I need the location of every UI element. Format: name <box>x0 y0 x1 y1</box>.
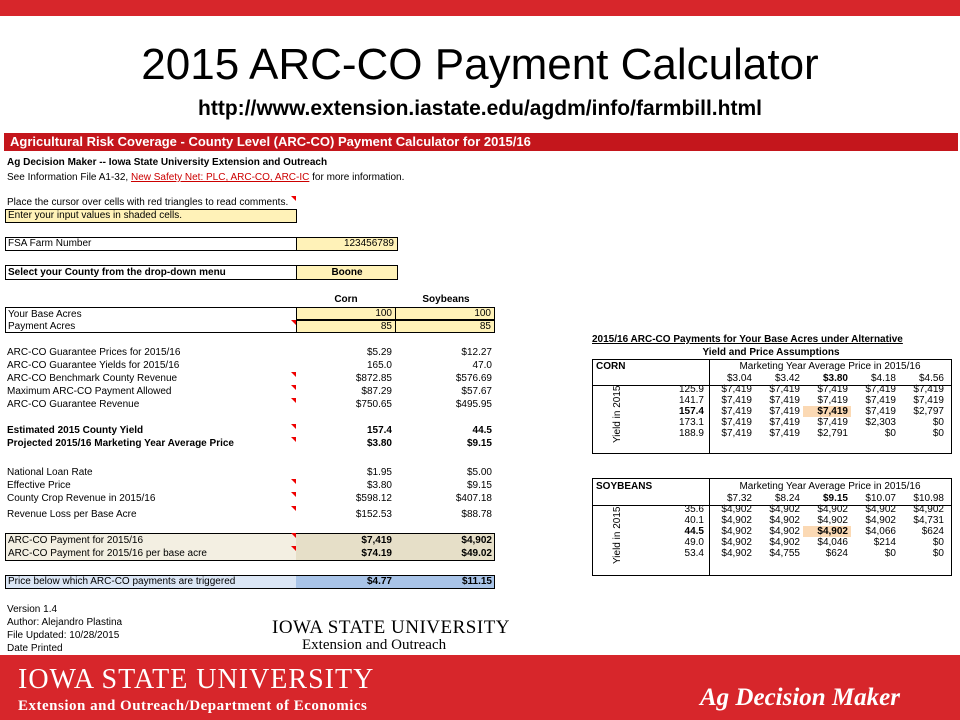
info-line <box>7 172 404 184</box>
value-cell: $4,066 <box>865 526 896 537</box>
sheet-isu-logo: IOWA STATE UNIVERSITY <box>272 617 511 638</box>
base-acres-corn-input[interactable] <box>296 307 396 320</box>
price-cell: $4.56 <box>918 373 944 384</box>
row-soy: $576.69 <box>455 373 492 384</box>
row-soy: $57.67 <box>461 386 492 397</box>
comment-triangle[interactable] <box>291 196 296 201</box>
base-acres-corn: 100 <box>375 308 392 319</box>
acres-label-box <box>5 307 297 333</box>
yield-cell: 141.7 <box>678 395 704 406</box>
info-post: for more information. <box>312 172 405 183</box>
row-label: County Crop Revenue in 2015/16 <box>7 493 156 504</box>
value-cell: $7,419 <box>721 406 752 417</box>
sheet-org: Ag Decision Maker -- Iowa State University Extension and Outreach <box>7 157 328 168</box>
farm-label: FSA Farm Number <box>8 238 92 249</box>
comment-triangle[interactable] <box>291 320 296 325</box>
price-cell: $4.18 <box>870 373 896 384</box>
value-cell: $0 <box>884 548 896 559</box>
value-cell: $4,902 <box>769 537 800 548</box>
corn-alt-grid <box>649 373 947 439</box>
value-cell-highlight: $4,902 <box>803 526 851 537</box>
county-select[interactable] <box>296 265 398 280</box>
row-label: ARC-CO Guarantee Yields for 2015/16 <box>7 360 180 371</box>
row-label: ARC-CO Guarantee Revenue <box>7 399 140 410</box>
trigger-soy: $11.15 <box>461 576 492 587</box>
price-row <box>649 493 947 504</box>
row-soy: 47.0 <box>472 360 492 371</box>
payment-base-label: ARC-CO Payment for 2015/16 per base acre <box>8 548 207 559</box>
comment-triangle[interactable] <box>291 385 296 390</box>
info-pre: See Information File A1-32, <box>7 172 129 183</box>
comment-triangle[interactable] <box>291 372 296 377</box>
value-cell: $7,419 <box>769 428 800 439</box>
table-row <box>649 515 947 526</box>
row-corn: $1.95 <box>366 467 392 478</box>
value-cell: $4,902 <box>769 504 800 515</box>
farm-label-box <box>5 237 297 251</box>
value-cell: $7,419 <box>817 395 848 406</box>
row-label: ARC-CO Benchmark County Revenue <box>7 373 178 384</box>
row-corn: $5.29 <box>366 347 392 358</box>
row-corn: $598.12 <box>355 493 392 504</box>
value-cell: $0 <box>884 428 896 439</box>
slide-url[interactable]: http://www.extension.iastate.edu/agdm/info/farmbill.html <box>198 97 762 120</box>
yield-cell: 49.0 <box>684 537 704 548</box>
price-cell: $10.98 <box>913 493 944 504</box>
row-corn: $3.80 <box>366 480 392 491</box>
yield-cell: 40.1 <box>684 515 704 526</box>
table-row <box>649 417 947 428</box>
base-acres-soy-input[interactable] <box>395 307 495 320</box>
row-soy: $407.18 <box>455 493 492 504</box>
payment-acres-soy-input[interactable] <box>395 320 495 333</box>
info-link[interactable]: New Safety Net: PLC, ARC-CO, ARC-IC <box>130 172 310 183</box>
row-label: Effective Price <box>7 480 71 491</box>
value-cell: $4,731 <box>913 515 944 526</box>
payment-soy: $4,902 <box>461 535 492 546</box>
value-cell: $7,419 <box>865 406 896 417</box>
base-acres-soy: 100 <box>474 308 491 319</box>
value-cell: $7,419 <box>721 417 752 428</box>
row-label: Estimated 2015 County Yield <box>7 425 144 436</box>
price-cell: $10.07 <box>865 493 896 504</box>
corn-yield-label: Yield in 2015 <box>612 385 623 443</box>
row-corn: 165.0 <box>366 360 392 371</box>
footer-isu-logo: IOWA STATE UNIVERSITY <box>18 664 375 695</box>
value-cell: $7,419 <box>769 417 800 428</box>
trigger-box <box>5 575 495 589</box>
value-cell: $7,419 <box>721 395 752 406</box>
soy-alt-table <box>592 478 952 576</box>
row-soy: $88.78 <box>461 509 492 520</box>
row-soy: $9.15 <box>466 438 492 449</box>
value-cell: $4,755 <box>769 548 800 559</box>
sheet-header: Agricultural Risk Coverage - County Level (ARC-CO) Payment Calculator for 2015/16 <box>4 133 958 151</box>
value-cell: $4,902 <box>817 515 848 526</box>
value-cell: $7,419 <box>769 406 800 417</box>
payment-acres-label: Payment Acres <box>8 321 76 332</box>
value-cell: $7,419 <box>721 428 752 439</box>
row-corn: $3.80 <box>366 438 392 449</box>
row-corn: $750.65 <box>355 399 392 410</box>
soy-alt-grid <box>649 493 947 559</box>
payment-result-box <box>5 533 495 561</box>
version: Version 1.4 <box>7 604 58 615</box>
yield-cell: 53.4 <box>684 548 704 559</box>
value-cell: $4,902 <box>721 548 752 559</box>
county-value: Boone <box>331 267 363 278</box>
value-cell: $0 <box>932 428 944 439</box>
payment-acres-corn-input[interactable] <box>296 320 396 333</box>
row-soy: $9.15 <box>466 480 492 491</box>
value-cell: $4,902 <box>769 526 800 537</box>
payment-acres-corn: 85 <box>380 321 392 332</box>
date-printed: Date Printed <box>7 643 63 654</box>
row-corn: $872.85 <box>355 373 392 384</box>
table-row <box>649 384 947 395</box>
value-cell: $4,046 <box>817 537 848 548</box>
author: Author: Alejandro Plastina <box>7 617 123 628</box>
alt-title-2: Yield and Price Assumptions <box>702 347 840 358</box>
yield-cell: 157.4 <box>678 406 704 417</box>
yield-cell: 188.9 <box>678 428 704 439</box>
value-cell: $7,419 <box>817 417 848 428</box>
value-cell: $2,797 <box>913 406 944 417</box>
row-label: Revenue Loss per Base Acre <box>7 509 137 520</box>
row-label: Maximum ARC-CO Payment Allowed <box>7 386 172 397</box>
farm-number-input[interactable] <box>296 237 398 251</box>
price-cell: $3.04 <box>726 373 752 384</box>
value-cell: $624 <box>825 548 848 559</box>
row-corn: $152.53 <box>355 509 392 520</box>
value-cell: $0 <box>932 417 944 428</box>
value-cell: $214 <box>873 537 896 548</box>
comment-triangle[interactable] <box>291 437 296 442</box>
comment-triangle[interactable] <box>291 533 296 538</box>
value-cell: $4,902 <box>721 526 752 537</box>
value-cell: $2,791 <box>817 428 848 439</box>
row-label: National Loan Rate <box>7 467 93 478</box>
value-cell: $7,419 <box>865 384 896 395</box>
value-cell: $624 <box>921 526 944 537</box>
cursor-note: Place the cursor over cells with red triangles to read comments. <box>7 197 289 208</box>
table-row <box>649 428 947 439</box>
value-cell: $7,419 <box>769 384 800 395</box>
value-cell: $4,902 <box>913 504 944 515</box>
value-cell-highlight: $7,419 <box>803 406 851 417</box>
value-cell: $4,902 <box>721 537 752 548</box>
value-cell: $7,419 <box>913 384 944 395</box>
value-cell: $7,419 <box>865 395 896 406</box>
price-cell: $8.24 <box>774 493 800 504</box>
value-cell: $7,419 <box>817 384 848 395</box>
value-cell: $4,902 <box>817 504 848 515</box>
payment-base-soy: $49.02 <box>461 548 492 559</box>
row-soy: $5.00 <box>466 467 492 478</box>
col-soy: Soybeans <box>422 294 470 305</box>
price-cell: $3.80 <box>822 373 848 384</box>
price-row <box>649 373 947 384</box>
trigger-corn: $4.77 <box>366 576 392 587</box>
payment-label: ARC-CO Payment for 2015/16 <box>8 535 144 546</box>
yield-cell: 173.1 <box>678 417 704 428</box>
row-soy: 44.5 <box>472 425 492 436</box>
value-cell: $4,902 <box>721 515 752 526</box>
yield-cell: 125.9 <box>678 384 704 395</box>
corn-label: CORN <box>596 361 626 372</box>
alt-title-1: 2015/16 ARC-CO Payments for Your Base Acres under Alternative <box>592 334 903 345</box>
updated: File Updated: 10/28/2015 <box>7 630 120 641</box>
row-soy: $12.27 <box>461 347 492 358</box>
slide-title: 2015 ARC-CO Payment Calculator <box>141 40 819 89</box>
value-cell: $0 <box>932 548 944 559</box>
row-corn: 157.4 <box>366 425 392 436</box>
comment-triangle[interactable] <box>291 424 296 429</box>
value-cell: $7,419 <box>721 384 752 395</box>
row-label: Projected 2015/16 Marketing Year Average Price <box>7 438 234 449</box>
value-cell: $2,303 <box>865 417 896 428</box>
county-label-box <box>5 265 297 280</box>
comment-triangle[interactable] <box>291 398 296 403</box>
value-cell: $7,419 <box>913 395 944 406</box>
yield-cell: 35.6 <box>684 504 704 515</box>
farm-number-value: 123456789 <box>343 238 394 249</box>
sheet-isu-logo-sub: Extension and Outreach <box>302 637 447 653</box>
payment-acres-soy: 85 <box>479 321 491 332</box>
table-row <box>649 406 947 417</box>
input-note: Enter your input values in shaded cells. <box>8 210 182 221</box>
corn-price-header: Marketing Year Average Price in 2015/16 <box>739 361 921 372</box>
payment-base-corn: $74.19 <box>361 548 392 559</box>
value-cell: $4,902 <box>721 504 752 515</box>
footer-subtitle: Extension and Outreach/Department of Economics <box>18 698 368 714</box>
soy-price-header: Marketing Year Average Price in 2015/16 <box>739 481 921 492</box>
value-cell: $4,902 <box>769 515 800 526</box>
corn-alt-table <box>592 359 952 454</box>
col-corn: Corn <box>334 294 358 305</box>
comment-triangle[interactable] <box>291 546 296 551</box>
row-corn: $87.29 <box>361 386 392 397</box>
comment-triangle[interactable] <box>291 492 296 497</box>
value-cell: $7,419 <box>769 395 800 406</box>
table-row <box>649 504 947 515</box>
table-row <box>649 548 947 559</box>
row-soy: $495.95 <box>455 399 492 410</box>
value-cell: $0 <box>932 537 944 548</box>
table-row <box>649 526 947 537</box>
price-cell: $7.32 <box>726 493 752 504</box>
value-cell: $4,902 <box>865 515 896 526</box>
price-cell: $9.15 <box>822 493 848 504</box>
comment-triangle[interactable] <box>291 506 296 511</box>
input-note-box <box>5 209 297 223</box>
footer-ag-decision-maker: Ag Decision Maker <box>700 684 900 711</box>
base-acres-label: Your Base Acres <box>8 309 82 320</box>
soy-label: SOYBEANS <box>596 481 653 492</box>
row-label: ARC-CO Guarantee Prices for 2015/16 <box>7 347 181 358</box>
yield-cell: 44.5 <box>684 526 704 537</box>
county-label: Select your County from the drop-down menu <box>8 267 226 278</box>
payment-corn: $7,419 <box>361 535 392 546</box>
trigger-label: Price below which ARC-CO payments are triggered <box>8 576 236 587</box>
comment-triangle[interactable] <box>291 479 296 484</box>
value-cell: $4,902 <box>865 504 896 515</box>
soy-yield-label: Yield in 2015 <box>612 506 623 564</box>
table-row <box>649 537 947 548</box>
price-cell: $3.42 <box>774 373 800 384</box>
top-red-bar <box>0 0 960 16</box>
table-row <box>649 395 947 406</box>
